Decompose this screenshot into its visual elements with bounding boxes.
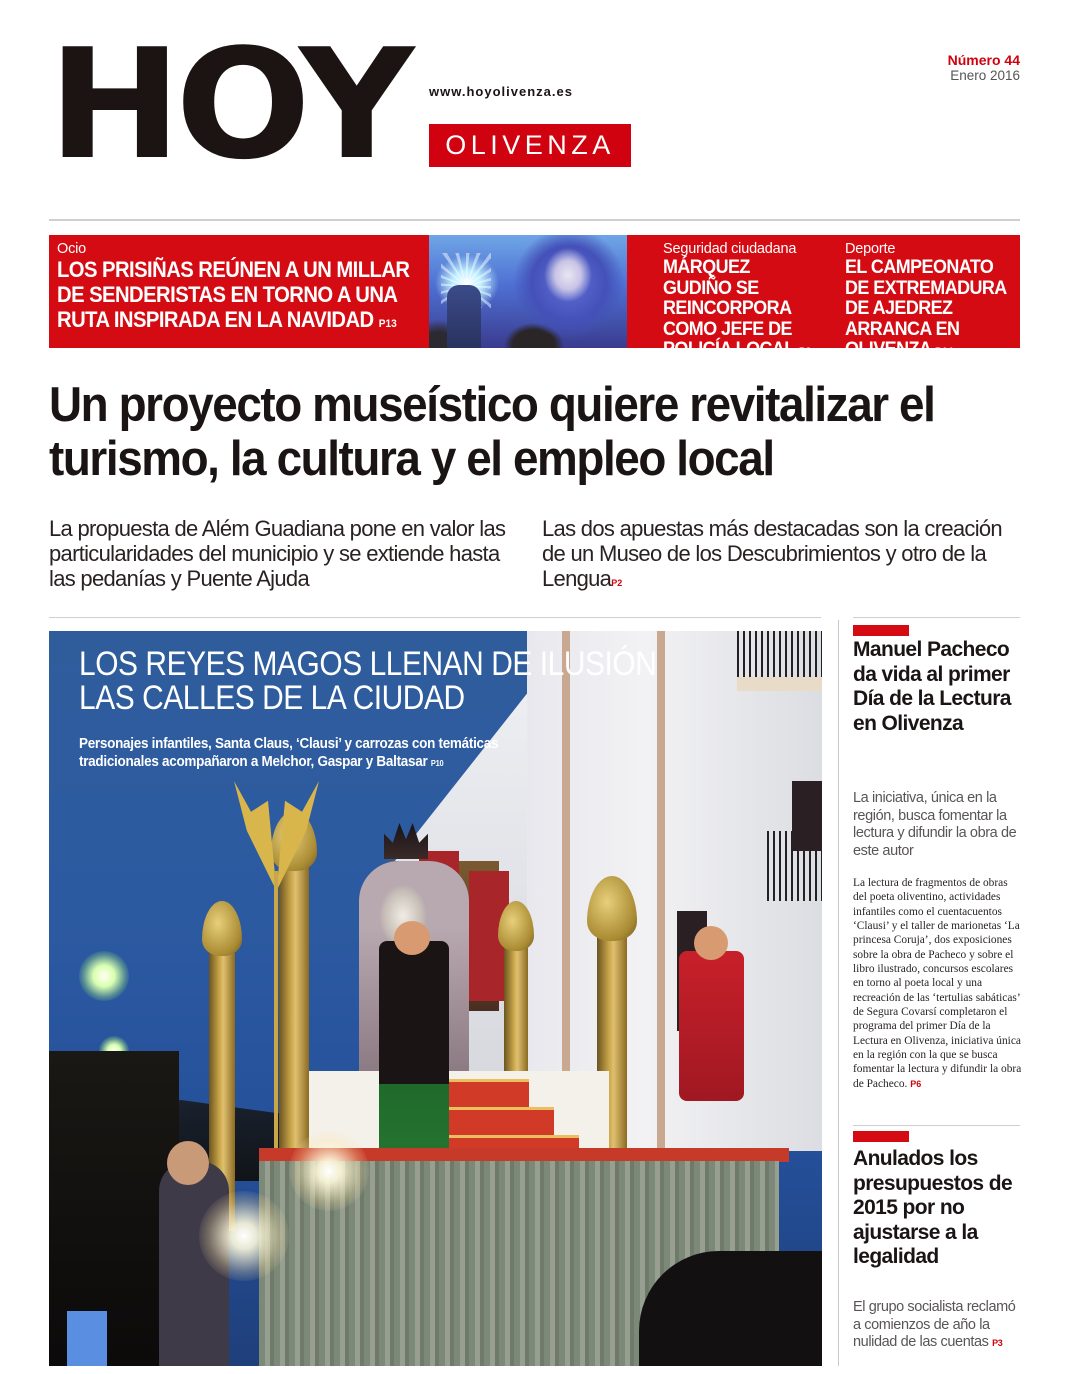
stair-step	[444, 1107, 554, 1135]
page-ref: P2	[611, 578, 623, 588]
stair-step	[449, 1079, 529, 1107]
teaser-deporte[interactable]	[845, 241, 1025, 363]
issue-date: Enero 2016	[950, 68, 1020, 83]
page-ref: P3	[992, 1338, 1003, 1348]
street-lamp	[79, 951, 129, 1001]
teaser-kicker: Seguridad ciudadana	[663, 241, 797, 257]
teaser-photo[interactable]	[429, 235, 627, 348]
sidebar-headline-presupuestos[interactable]: Anulados los presupuestos de 2015 por no ajustarse a la legalidad	[853, 1147, 1013, 1268]
teaser-ocio[interactable]	[57, 241, 437, 337]
page-ref: P10	[430, 759, 444, 768]
website-url[interactable]: www.hoyolivenza.es	[429, 84, 573, 99]
photo-headline: LOS REYES MAGOS LLENAN DE ILUSIÓN LAS CALLES DE LA CIUDAD	[79, 645, 657, 717]
page-boy-red	[679, 951, 744, 1101]
masthead-divider	[49, 219, 1020, 221]
photo-caption[interactable]	[79, 647, 679, 773]
float-light	[199, 1191, 289, 1281]
sidebar-dek-presupuestos: El grupo socialista reclamó a comienzos de año la nulidad de las cuentas P3	[853, 1299, 1016, 1350]
teaser-seguridad[interactable]	[663, 241, 833, 363]
lead-headline[interactable]: Un proyecto museístico quiere revitalizar el turismo, la cultura y el empleo local	[49, 378, 935, 486]
column-divider	[838, 620, 839, 1366]
sidebar-dek-pacheco: La iniciativa, única en la región, busca fomentar la lectura y difundir la obra de este autor	[853, 790, 1017, 859]
section-divider	[49, 617, 821, 618]
sidebar-body-pacheco: La lectura de fragmentos de obras del poeta oliventino, actividades infantiles como el cuentacuentos ‘Clausi’ y el taller de marionetas ‘La princesa Coruja’, dos exposiciones sobre la obra de Pacheco y sobre el libro ilustrado, concursos escolares en torno al poeta local y una recreación de las ‘tertulias sabáticas’ de Segura Covarsí completaron el programa del primer Día de la Lectura en Olivenza, iniciativa única en la región con la que se busca fomentar la lectura y difundir la obra de Pacheco. P6	[853, 877, 1022, 1090]
teaser-kicker: Deporte	[845, 241, 896, 257]
issue-info	[948, 52, 1020, 84]
balcony	[737, 631, 822, 691]
page-ref: P6	[910, 1078, 922, 1089]
sidebar-headline-pacheco[interactable]: Manuel Pacheco da vida al primer Día de la Lectura en Olivenza	[853, 638, 1011, 735]
teaser-headline: LOS PRISIÑAS REÚNEN A UN MILLAR DE SENDERISTAS EN TORNO A UNA RUTA INSPIRADA EN LA NAVIDAD P13	[57, 257, 410, 332]
teaser-headline: MÁRQUEZ GUDIÑO SE REINCORPORA COMO JEFE DE POLICÍA LOCAL P3	[663, 256, 812, 360]
edition-tag: OLIVENZA	[429, 124, 631, 167]
blue-bag	[67, 1311, 107, 1366]
page-ref: P3	[798, 346, 812, 358]
photo-subhead: Personajes infantiles, Santa Claus, ‘Clausi’ y carrozas con temáticas tradicionales acompañaron a Melchor, Gaspar y Baltasar P10	[79, 736, 499, 770]
float-light	[289, 1131, 369, 1211]
accent-bar	[853, 1131, 909, 1142]
sidebar-divider	[853, 1125, 1020, 1126]
lead-subhead-left: La propuesta de Além Guadiana pone en valor las particularidades del municipio y se extiende hasta las pedanías y Puente Ajuda	[49, 516, 506, 591]
lead-subhead-right: Las dos apuestas más destacadas son la creación de un Museo de los Descubrimientos y otro de la LenguaP2	[542, 516, 1002, 591]
accent-bar	[853, 625, 909, 636]
teaser-headline: EL CAMPEONATO DE EXTREMADURA DE AJEDREZ ARRANCA EN OLIVENZA P14	[845, 256, 1007, 360]
sidebar-divider	[853, 617, 1020, 618]
photo-figure	[447, 285, 481, 348]
page-ref: P13	[378, 318, 397, 330]
teaser-kicker: Ocio	[57, 241, 87, 257]
issue-number: Número 44	[947, 52, 1020, 68]
page-ref: P14	[935, 346, 954, 358]
masthead-logo[interactable]: HOY	[48, 16, 409, 193]
